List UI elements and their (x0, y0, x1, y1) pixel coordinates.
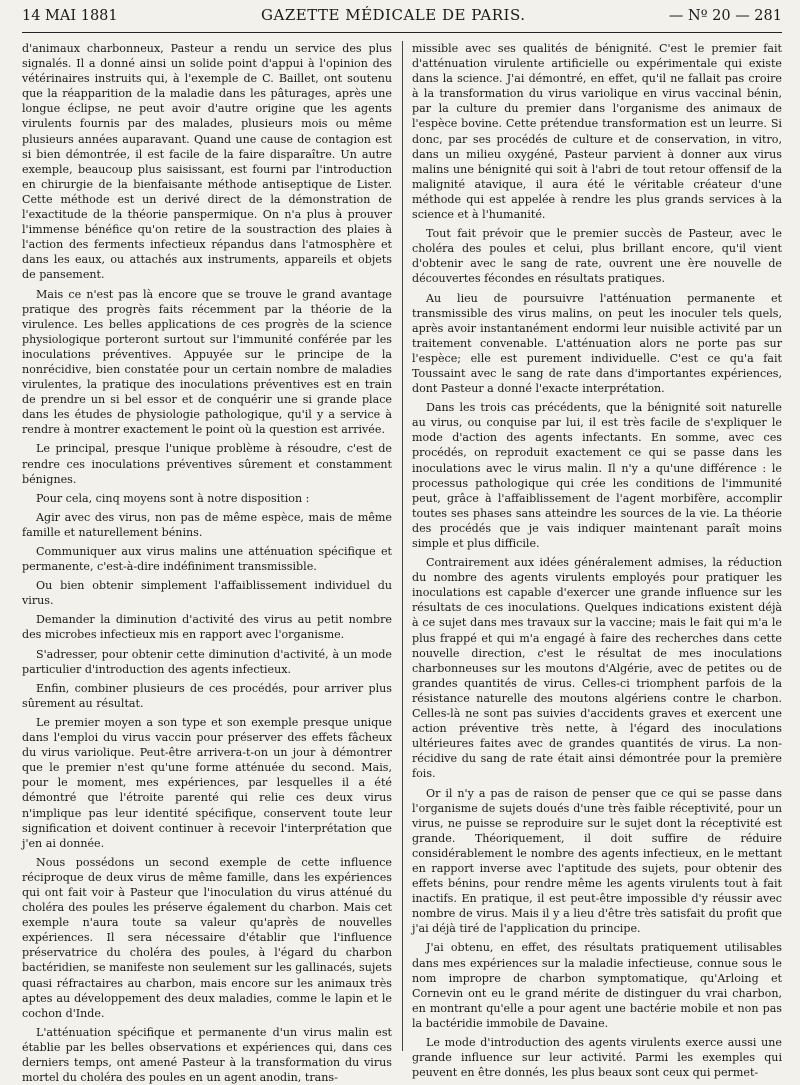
newspaper-page (22, 6, 782, 1085)
paragraph: S'adresser, pour obtenir cette diminution d'activité, à un mode particulier d'introduction des agents infectieux. (22, 647, 392, 676)
text-columns (22, 41, 782, 1085)
running-header (22, 6, 782, 33)
left-column (22, 41, 392, 1085)
paragraph: Agir avec des virus, non pas de même espèce, mais de même famille et naturellement bénins. (22, 510, 392, 539)
paragraph: Mais ce n'est pas là encore que se trouve le grand avantage pratique des progrès faits récemment par la théorie de la virulence. Les belles applications de ces progrès de la science physiologique porteront surtout sur l'immunité conférée par les inoculations préventives. Appuyée sur le principe de la nonrécidive, bien constatée pour un certain nombre de maladies virulentes, la pratique des inoculations préventives est en train de prendre un si bel essor et de conquérir une si grande place dans les études de physiologie pathologique, qu'il y a service à rendre à montrer exactement le point où la question est arrivée. (22, 287, 392, 437)
paragraph: Tout fait prévoir que le premier succès de Pasteur, avec le choléra des poules et celui, plus brillant encore, qu'il vient d'obtenir avec le sang de rate, ouvrent une ère nouvelle de découvertes fécondes en résultats pratiques. (412, 227, 782, 286)
paragraph: Au lieu de poursuivre l'atténuation permanente et transmissible des virus malins, on peut les inoculer tels quels, après avoir instantanément endormi leur nuisible activité par un traitement convenable. L'atténuation alors ne porte pas sur l'espèce; elle est purement individuelle. C'est ce qu'a fait Toussaint avec le sang de rate dans d'importantes expériences, dont Pasteur a donné l'exacte interprétation. (412, 291, 782, 396)
paragraph: J'ai obtenu, en effet, des résultats pratiquement utilisables dans mes expériences sur la maladie infectieuse, connue sous le nom impropre de charbon symptomatique, qu'Arloing et Cornevin ont eu le grand mérite de distinguer du vrai charbon, en montrant qu'elle a pour agent une bactérie mobile et non pas la bactéridie immobile de Davaine. (412, 941, 782, 1030)
publication-title: GAZETTE MÉDICALE DE PARIS. (261, 6, 526, 24)
paragraph: Demander la diminution d'activité des virus au petit nombre des microbes infectieux mis en rapport avec l'organisme. (22, 613, 392, 642)
issue-date: 14 MAI 1881 (22, 8, 118, 24)
paragraph: Or il n'y a pas de raison de penser que ce qui se passe dans l'organisme de sujets doués d'une très faible réceptivité, pour un virus, ne puisse se reproduire sur le sujet dont la réceptivité est grande. Théoriquement, il doit suffire de réduire considérablement le nombre des agents infectieux, en le mettant en rapport inverse avec l'aptitude des sujets, pour obtenir des effets bénins, pour rendre même les agents virulents tout à fait inactifs. En pratique, il est peut-être impossible d'y réussir avec nombre de virus. Mais il y a lieu d'être très satisfait du profit que j'ai déjà tiré de l'application du principe. (412, 786, 782, 936)
right-column (412, 41, 782, 1080)
paragraph: Contrairement aux idées généralement admises, la réduction du nombre des agents virulents employés pour pratiquer les inoculations est capable d'exercer une grande influence sur les résultats de ces inoculations. Quelques indications existent déjà à ce sujet dans mes travaux sur la vaccine; mais le fait qui m'a le plus frappé et qui m'a engagé à faire des recherches dans cette nouvelle direction, c'est le résultat de mes inoculations charbonneuses sur les moutons d'Algérie, avec de petites ou de grandes quantités de virus. Celles-ci triomphent parfois de la résistance naturelle des moutons algériens contre le charbon. Celles-là ne sont pas suivies d'accidents graves et exercent une action préventive très nette, à l'égard des inoculations ultérieures faites avec de grandes quantités de virus. La non-récidive du sang de rate était ainsi démontrée pour la première fois. (412, 556, 782, 781)
page-reference: — Nº 20 — 281 (668, 8, 782, 24)
paragraph: Le mode d'introduction des agents virulents exerce aussi une grande influence sur leur activité. Parmi les exemples qui peuvent en être donnés, les plus beaux sont ceux qui permet- (412, 1036, 782, 1080)
paragraph: Ou bien obtenir simplement l'affaiblissement individuel du virus. (22, 579, 392, 608)
paragraph: missible avec ses qualités de bénignité. C'est le premier fait d'atténuation virulente artificielle ou expérimentale qui existe dans la science. J'ai démontré, en effet, qu'il ne fallait pas croire à la transformation du virus variolique en virus vaccinal bénin, par la culture du premier dans l'organisme des animaux de l'espèce bovine. Cette prétendue transformation est un leurre. Si donc, par ses procédés de culture et de conservation, in vitro, dans un milieu oxygéné, Pasteur parvient à donner aux virus malins une bénignité qui soit à l'abri de tout retour offensif de la malignité atavique, il aura été le véritable créateur d'une méthode qui est appelée à rendre les plus grands services à la science et à l'humanité. (412, 42, 782, 222)
column-divider (402, 41, 403, 1051)
paragraph: Enfin, combiner plusieurs de ces procédés, pour arriver plus sûrement au résultat. (22, 681, 392, 710)
paragraph: Nous possédons un second exemple de cette influence réciproque de deux virus de même famille, dans les expériences qui ont fait voir à Pasteur que l'inoculation du virus atténué du choléra des poules les préserve également du charbon. Mais cet exemple n'aura toute sa valeur qu'après de nouvelles expériences. Il sera nécessaire d'établir que l'influence préservatrice du choléra des poules, à l'égard du charbon bactéridien, se manifeste non seulement sur les gallinacés, sujets quasi réfractaires au charbon, mais encore sur les animaux très aptes au développement des deux maladies, comme le lapin et le cochon d'Inde. (22, 855, 392, 1020)
paragraph: L'atténuation spécifique et permanente d'un virus malin est établie par les belles observations et expériences qui, dans ces derniers temps, ont amené Pasteur à la transformation du virus mortel du choléra des poules en un agent anodin, trans- (22, 1025, 392, 1085)
paragraph: Pour cela, cinq moyens sont à notre disposition : (36, 491, 310, 505)
paragraph: Communiquer aux virus malins une atténuation spécifique et permanente, c'est-à-dire indéfiniment transmissible. (22, 545, 392, 574)
paragraph: Le premier moyen a son type et son exemple presque unique dans l'emploi du virus vaccin pour préserver des effets fâcheux du virus variolique. Peut-être arrivera-t-on un jour à démontrer que le premier n'est qu'une forme atténuée du second. Mais, pour le moment, mes expériences, par lesquelles il a été démontré que l'étroite parenté qui relie ces deux virus n'implique pas leur identité spécifique, conservent toute leur signification et doivent continuer à recevoir l'interprétation que j'en ai donnée. (22, 715, 392, 850)
paragraph: Dans les trois cas précédents, que la bénignité soit naturelle au virus, ou conquise par lui, il est très facile de s'expliquer le mode d'action des agents infectants. En somme, avec ces procédés, on reproduit exactement ce qui se passe dans les inoculations avec le virus malin. Il n'y a qu'une différence : le processus pathologique qui crée les conditions de l'immunité peut, grâce à l'affaiblissement de l'agent morbifère, accomplir toutes ses phases sans atteindre les sources de la vie. La théorie des procédés que je vais indiquer maintenant paraît moins simple et plus difficile. (412, 401, 782, 550)
paragraph: Le principal, presque l'unique problème à résoudre, c'est de rendre ces inoculations préventives sûrement et constamment bénignes. (22, 442, 392, 486)
paragraph: d'animaux charbonneux, Pasteur a rendu un service des plus signalés. Il a donné ainsi un solide point d'appui à l'opinion des vétérinaires instruits qui, à l'exemple de C. Baillet, ont soutenu que la réapparition de la maladie dans les pâturages, après une longue éclipse, ne peut avoir d'autre origine que les agents virulents fournis par des malades, plusieurs mois ou même plusieurs années auparavant. Quand une cause de contagion est si bien démontrée, il est facile de la faire disparaître. Un autre exemple, beaucoup plus saisissant, est fourni par l'introduction en chirurgie de la bienfaisante méthode antiseptique de Lister. Cette méthode est un derivé direct de la démonstration de l'exactitude de la théorie panspermique. On n'a plus à prouver l'immense bénéfice qu'on retire de la soustraction des plaies à l'action des ferments infectieux répandus dans l'atmosphère et dans les eaux, ou attachés aux instruments, appareils et objets de pansement. (22, 42, 392, 282)
